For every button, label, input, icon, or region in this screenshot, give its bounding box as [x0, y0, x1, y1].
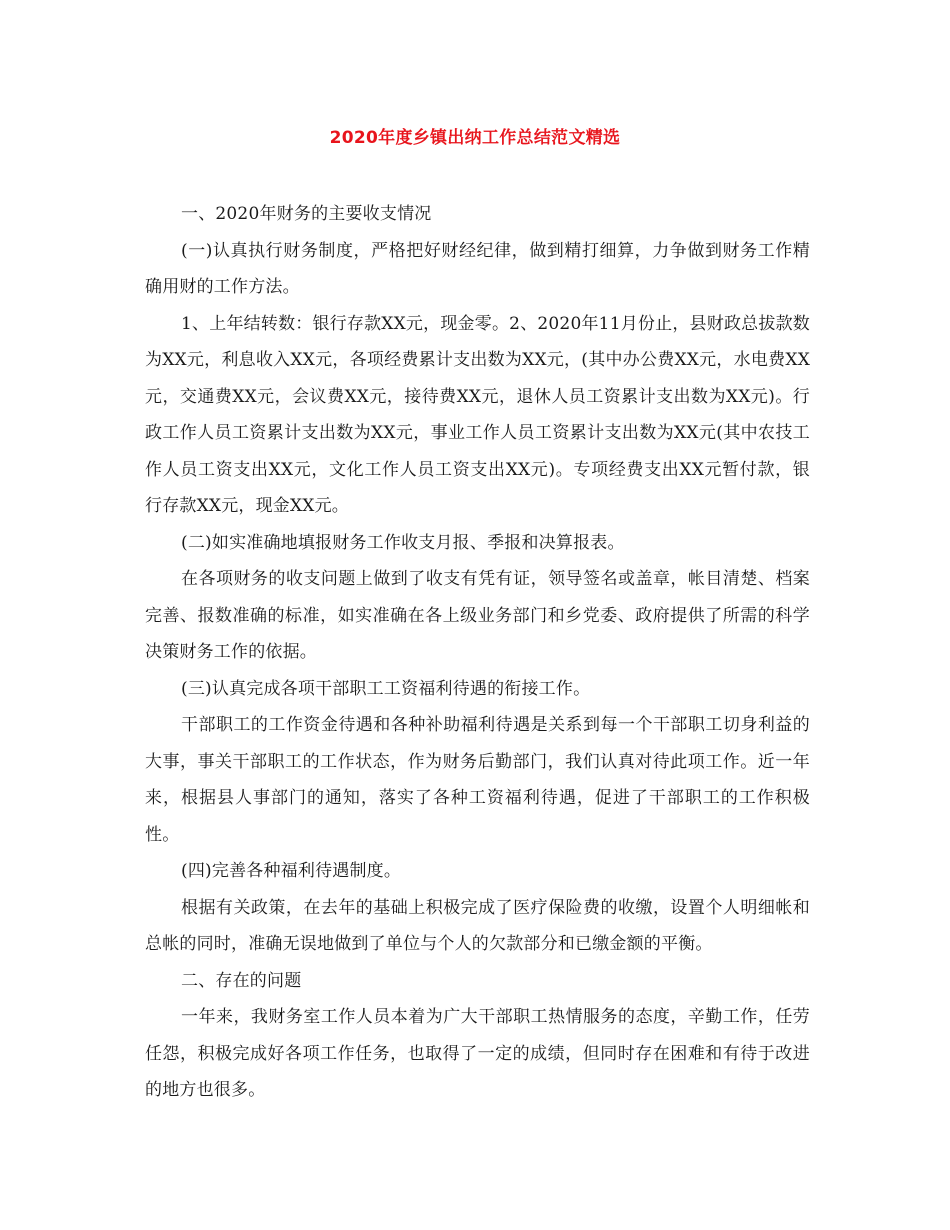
section-heading-2: 二、存在的问题: [181, 970, 302, 991]
document-title: 2020年度乡镇出纳工作总结范文精选: [329, 128, 621, 148]
paragraph-welfare: 根据有关政策，在去年的基础上积极完成了医疗保险费的收缴，设置个人明细帐和总帐的同时，准确无误地做到了单位与个人的欠款部分和已缴金额的平衡。: [145, 897, 810, 954]
paragraph-problems: 一年来，我财务室工作人员本着为广大干部职工热情服务的态度，辛勤工作，任劳任怨，积极完成好各项工作任务，也取得了一定的成绩，但同时存在困难和有待于改进的地方也很多。: [145, 1007, 810, 1100]
document-body: [145, 196, 810, 1109]
subsection-heading-2: (二)如实准确地填报财务工作收支月报、季报和决算报表。: [181, 532, 625, 553]
section-heading-1: 一、2020年财务的主要收支情况: [181, 204, 432, 224]
subsection-heading-4: (四)完善各种福利待遇制度。: [181, 861, 402, 881]
paragraph-wages: 干部职工的工作资金待遇和各种补助福利待遇是关系到每一个干部职工切身利益的大事，事关干部职工的工作状态，作为财务后勤部门，我们认真对待此项工作。近一年来，根据县人事部门的通知，落实了各种工资福利待遇，促进了干部职工的工作积极性。: [145, 715, 810, 845]
subsection-heading-3: (三)认真完成各项干部职工工资福利待遇的衔接工作。: [181, 678, 591, 699]
paragraph-finance-details: 1、上年结转数：银行存款XX元，现金零。2、2020年11月份止，县财政总拔款数为XX元，利息收入XX元，各项经费累计支出数为XX元，(其中办公费XX元，水电费XX元，交通费XX元，会议费XX元，接待费XX元，退休人员工资累计支出数为XX元)。行政工作人员工资累计支出数为XX元，事业工作人员工资累计支出数为XX元(其中农技工作人员工资支出XX元，文化工作人员工资支出XX元)。专项经费支出XX元暂付款，银行存款XX元，现金XX元。: [145, 313, 810, 516]
subsection-heading-1: (一)认真执行财务制度，严格把好财经纪律，做到精打细算，力争做到财务工作精确用财的工作方法。: [145, 240, 810, 297]
paragraph-reporting: 在各项财务的收支问题上做到了收支有凭有证，领导签名或盖章，帐目清楚、档案完善、报数准确的标准，如实准确在各上级业务部门和乡党委、政府提供了所需的科学决策财务工作的依据。: [145, 569, 810, 662]
